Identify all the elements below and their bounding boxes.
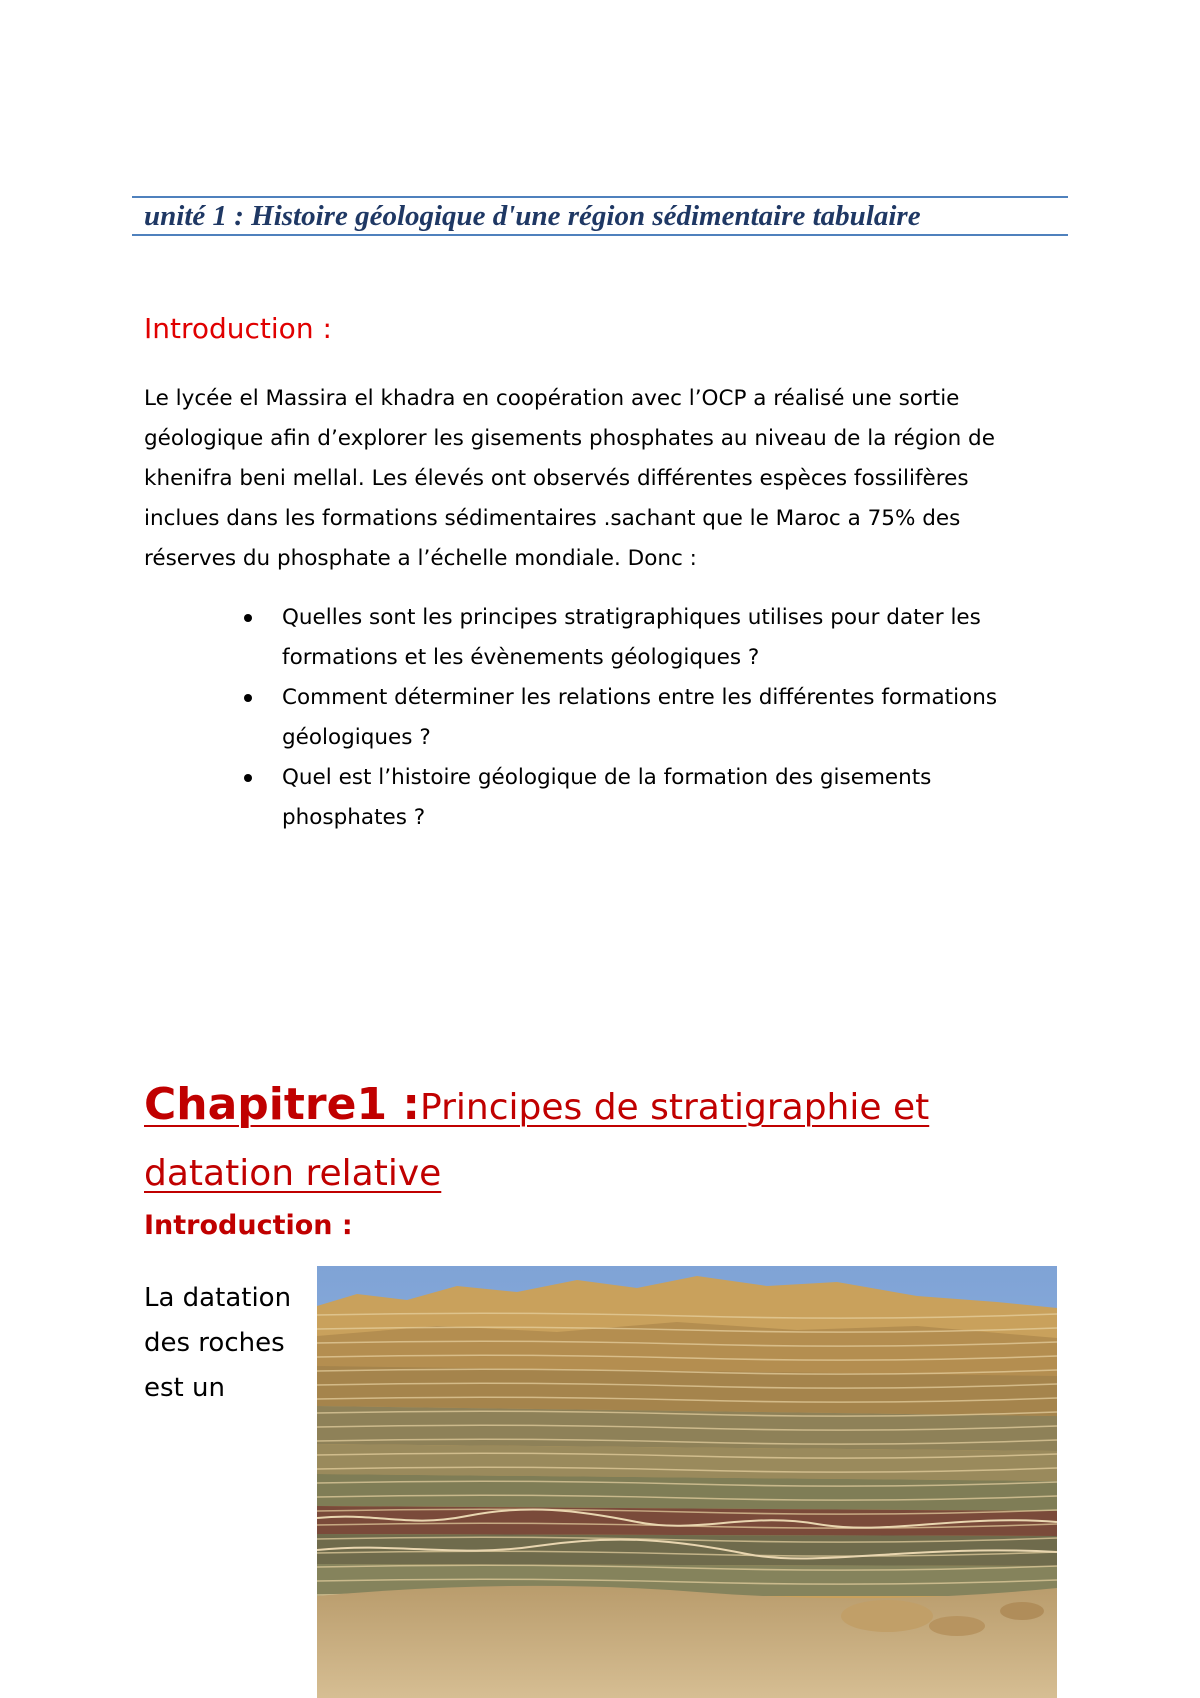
intro-line: khenifra beni mellal. Les élevés ont observés différentes espèces fossilifères [144, 466, 969, 491]
text-line: La datation [144, 1283, 292, 1313]
text-line: est un [144, 1373, 225, 1403]
question-list [244, 598, 1074, 838]
question-text: Comment déterminer les relations entre les différentes formations [282, 685, 998, 710]
chapter-label: Chapitre1 : [144, 1079, 420, 1130]
text-line: des roches [144, 1328, 285, 1358]
unit-title-box [132, 196, 1068, 236]
unit-title: unité 1 : Histoire géologique d'une région sédimentaire tabulaire [144, 200, 921, 232]
intro-heading: Introduction : [144, 312, 332, 345]
question-item [244, 598, 1074, 678]
chapter-intro-text [144, 1276, 314, 1411]
question-item [244, 758, 1074, 838]
intro-paragraph [144, 379, 1074, 579]
chapter-title [144, 1075, 1084, 1210]
rock-photo-icon [317, 1266, 1057, 1698]
question-text: Quelles sont les principes stratigraphiques utilises pour dater les [282, 605, 981, 630]
chapter-title-line2: datation relative [144, 1153, 442, 1194]
bullet-icon [244, 614, 252, 622]
intro-line: géologique afin d’explorer les gisements phosphates au niveau de la région de [144, 426, 995, 451]
bullet-icon [244, 774, 252, 782]
intro-line: Le lycée el Massira el khadra en coopération avec l’OCP a réalisé une sortie [144, 386, 960, 411]
question-text: géologiques ? [282, 725, 431, 750]
chapter-intro-heading: Introduction : [144, 1210, 353, 1241]
sedimentary-rock-layers-photo [317, 1266, 1057, 1698]
intro-line: inclues dans les formations sédimentaires .sachant que le Maroc a 75% des [144, 506, 961, 531]
question-item [244, 678, 1074, 758]
question-text: formations et les évènements géologiques ? [282, 645, 760, 670]
chapter-title-line1: Principes de stratigraphie et [420, 1087, 930, 1128]
question-text: Quel est l’histoire géologique de la formation des gisements [282, 765, 932, 790]
question-text: phosphates ? [282, 805, 426, 830]
bullet-icon [244, 694, 252, 702]
intro-line: réserves du phosphate a l’échelle mondiale. Donc : [144, 546, 697, 571]
